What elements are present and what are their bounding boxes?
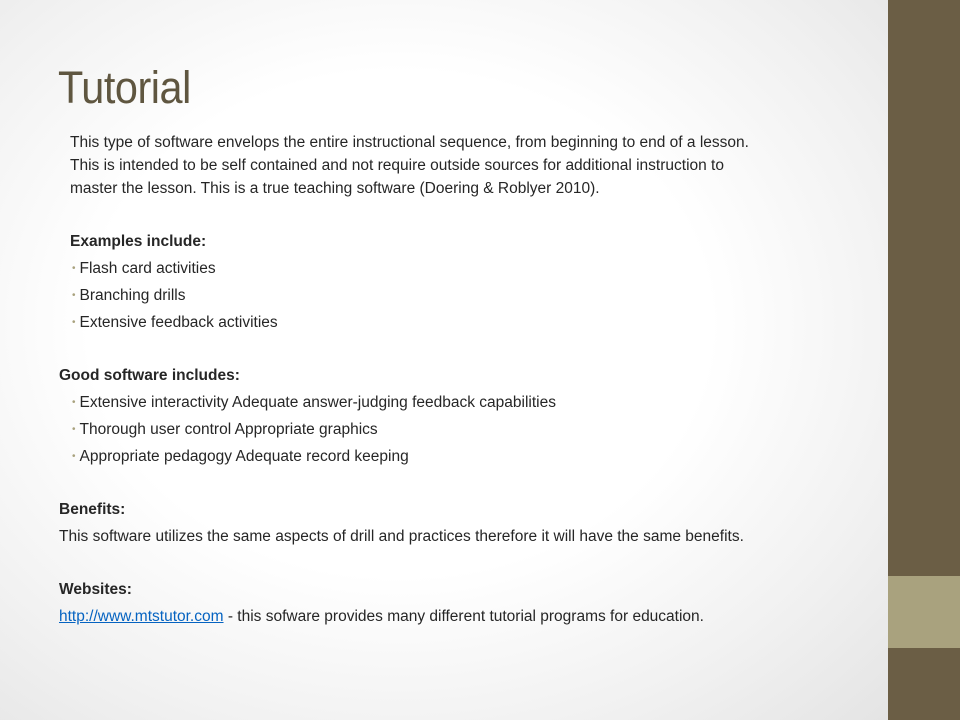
intro-line: This is intended to be self contained and not require outside sources for additional instruction to [70,157,724,174]
sidebar-band-top [888,0,960,576]
sidebar-band-bottom [888,648,960,720]
list-item-label: Branching drills [79,287,186,304]
bullet-icon: • [72,317,76,328]
intro-line: This type of software envelops the entire instructional sequence, from beginning to end of a lesson. [70,134,749,151]
good-software-heading: Good software includes: [59,367,240,384]
website-description: - this sofware provides many different tutorial programs for education. [223,608,704,625]
benefits-text: This software utilizes the same aspects of drill and practices therefore it will have the same benefits. [59,528,744,545]
examples-list-item [72,288,185,304]
bullet-icon: • [72,290,76,301]
intro-line: master the lesson. This is a true teaching software (Doering & Roblyer 2010). [70,180,600,197]
bullet-icon: • [72,424,76,435]
bullet-icon: • [72,451,76,462]
examples-list-item [72,261,216,277]
benefits-heading: Benefits: [59,501,126,518]
list-item-label: Flash card activities [79,260,216,277]
list-item-label: Extensive feedback activities [79,314,278,331]
examples-heading: Examples include: [70,233,207,250]
good-software-list-item [72,449,409,465]
good-software-list-item [72,395,556,411]
website-entry [59,609,704,625]
bullet-icon: • [72,397,76,408]
websites-heading: Websites: [59,581,132,598]
list-item-label: Appropriate pedagogy Adequate record keeping [79,448,409,465]
good-software-list-item [72,422,378,438]
list-item-label: Extensive interactivity Adequate answer-judging feedback capabilities [79,394,556,411]
bullet-icon: • [72,263,76,274]
sidebar-band-middle [888,576,960,648]
list-item-label: Thorough user control Appropriate graphics [79,421,378,438]
slide-title: Tutorial [58,62,191,113]
examples-list-item [72,315,278,331]
website-link[interactable]: http://www.mtstutor.com [59,608,224,625]
